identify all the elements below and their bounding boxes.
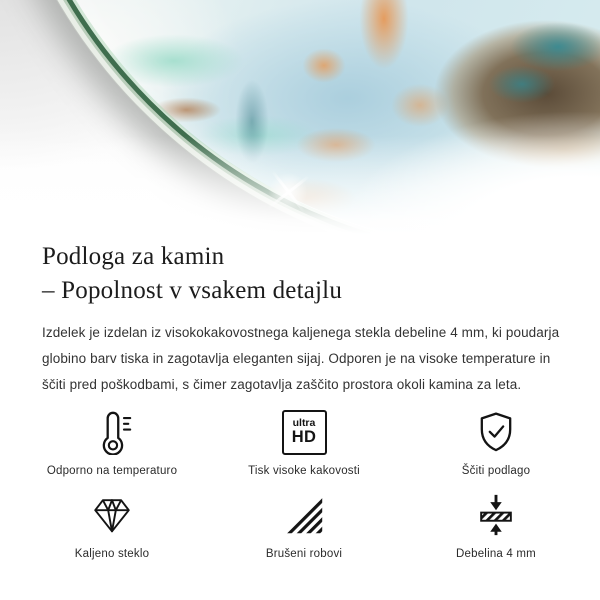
shield-check-icon (472, 408, 520, 456)
feature-label: Ščiti podlago (461, 465, 531, 477)
feature-label: Debelina 4 mm (456, 548, 536, 560)
feature-label: Odporno na temperaturo (46, 465, 178, 477)
beveled-edges-icon (280, 491, 328, 539)
page-title (42, 240, 560, 308)
feature-item (266, 491, 342, 562)
thickness-icon (472, 491, 520, 539)
thermometer-icon (88, 408, 136, 456)
ultra-hd-text-bottom: HD (291, 428, 317, 446)
product-text-block (0, 234, 600, 562)
feature-item (248, 408, 360, 479)
ultra-hd-icon (280, 408, 328, 456)
feature-label: Tisk visoke kakovosti (248, 465, 360, 477)
feature-item (462, 408, 530, 479)
ultra-hd-text-top: ultra (292, 417, 316, 429)
feature-label: Brušeni robovi (265, 548, 343, 560)
feature-grid (16, 408, 560, 562)
product-photo (0, 0, 600, 234)
ultra-hd-box (282, 410, 327, 455)
feature-item (47, 408, 177, 479)
page-title-line2: – Popolnost v vsakem detajlu (42, 277, 343, 304)
product-description: Izdelek je izdelan iz visokokakovostnega kaljenega stekla debeline 4 mm, ki poudarja globino barv tiska in zagotavlja eleganten sijaj. Odporen je na visoke temperature in ščiti pred poškodbami, s čimer zagotavlja zaščito prostora okoli kamina za leta. (42, 325, 560, 392)
feature-item (75, 491, 149, 562)
diamond-icon (88, 491, 136, 539)
page-title-line1: Podloga za kamin (42, 243, 225, 270)
feature-item (456, 491, 536, 562)
feature-label: Kaljeno steklo (74, 548, 150, 560)
